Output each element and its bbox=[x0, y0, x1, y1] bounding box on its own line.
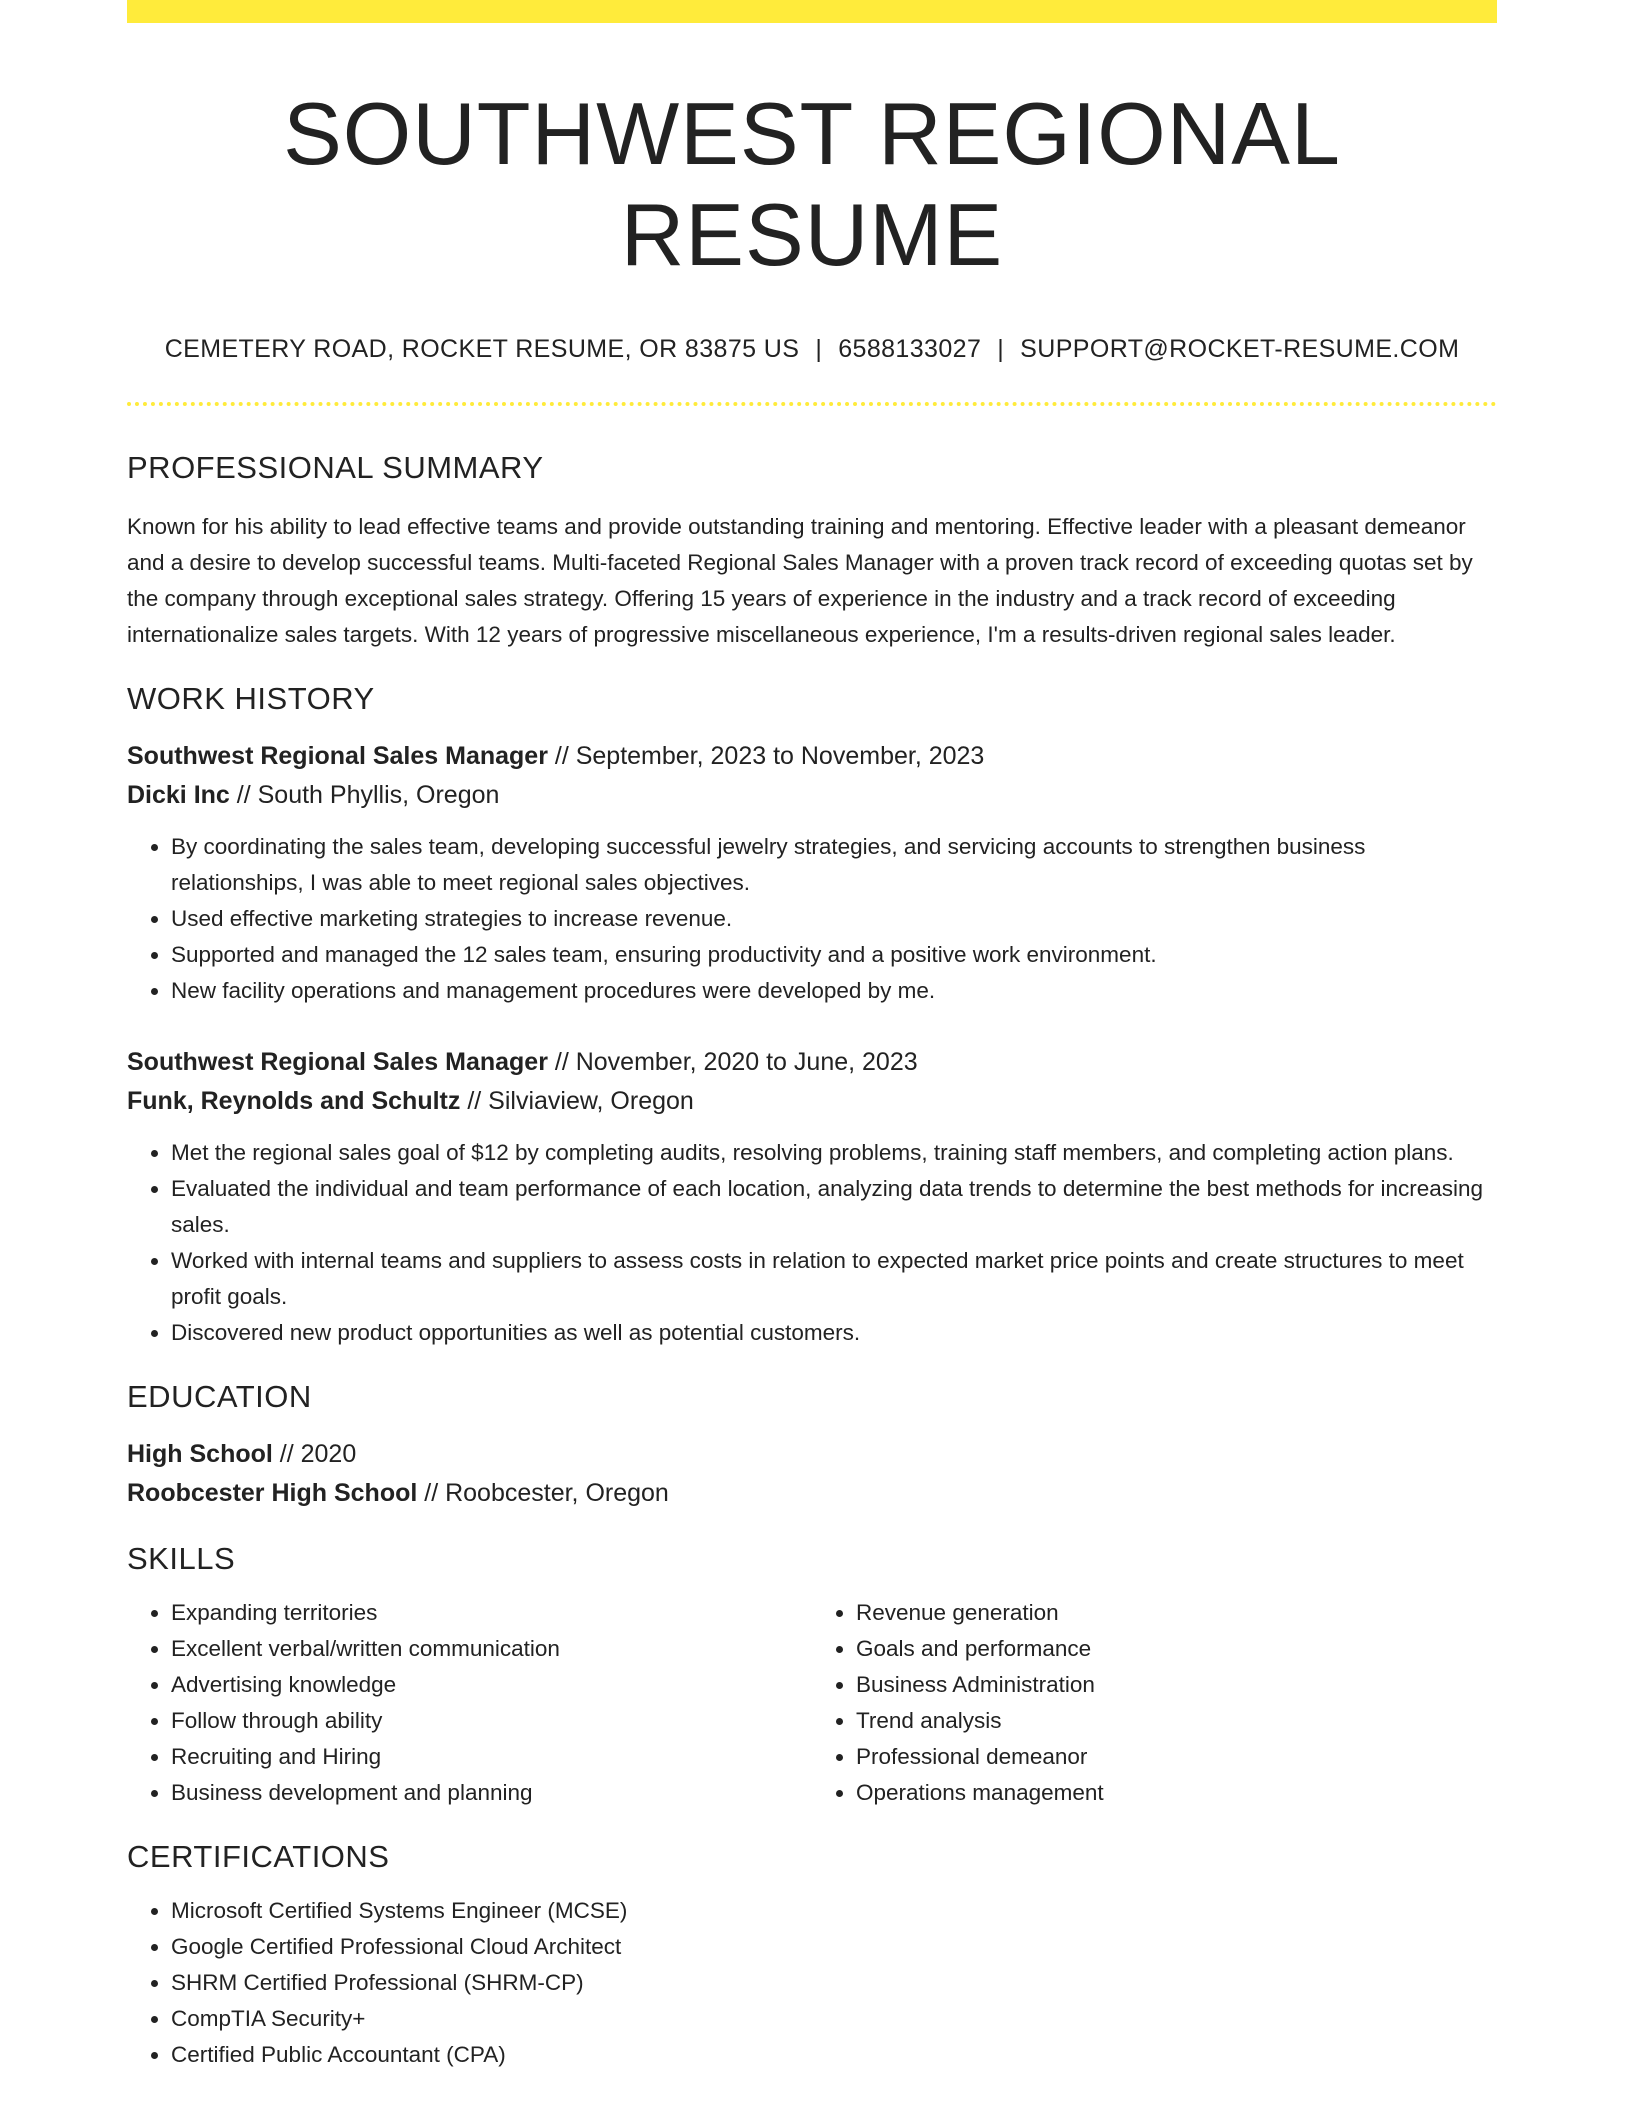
job-location: // South Phyllis, Oregon bbox=[229, 781, 500, 810]
skill-item: • Trend analysis bbox=[856, 1703, 1497, 1739]
skill-item: • Professional demeanor bbox=[856, 1739, 1497, 1775]
job-bullets bbox=[127, 1135, 1497, 1351]
skills-list-right bbox=[812, 1595, 1497, 1811]
phone: 6588133027 bbox=[838, 335, 982, 364]
school-line bbox=[127, 1474, 1497, 1513]
list-item: • Used effective marketing strategies to increase revenue. bbox=[171, 901, 1497, 937]
job-title-line bbox=[127, 737, 1497, 776]
skill-item: • Business Administration bbox=[856, 1667, 1497, 1703]
skill-item: • Goals and performance bbox=[856, 1631, 1497, 1667]
list-item: • Supported and managed the 12 sales team, ensuring productivity and a positive work environment. bbox=[171, 937, 1497, 973]
skill-item: • Operations management bbox=[856, 1775, 1497, 1811]
job-company: Funk, Reynolds and Schultz bbox=[127, 1087, 461, 1116]
skill-item: • Excellent verbal/written communication bbox=[171, 1631, 812, 1667]
school-name: Roobcester High School bbox=[127, 1479, 418, 1508]
email: SUPPORT@ROCKET-RESUME.COM bbox=[1020, 335, 1460, 364]
list-item: • New facility operations and management procedures were developed by me. bbox=[171, 973, 1497, 1009]
job-role: Southwest Regional Sales Manager bbox=[127, 1048, 548, 1077]
list-item: • Discovered new product opportunities as well as potential customers. bbox=[171, 1315, 1497, 1351]
skill-item: • Advertising knowledge bbox=[171, 1667, 812, 1703]
resume-page bbox=[127, 0, 1497, 2073]
list-item: • Met the regional sales goal of $12 by completing audits, resolving problems, training staff members, and completing action plans. bbox=[171, 1135, 1497, 1171]
summary-heading: PROFESSIONAL SUMMARY bbox=[127, 450, 544, 486]
summary-text: Known for his ability to lead effective teams and provide outstanding training and mentoring. Effective leader with a pleasant demeanor and a desire to develop successful teams. Multi-faceted Regional Sales Manager with a proven track record of exceeding quotas set by the company through exceptional sales strategy. Offering 15 years of experience in the industry and a track record of exceeding internationalize sales targets. With 12 years of progressive miscellaneous experience, I'm a results-driven regional sales leader. bbox=[127, 514, 1473, 648]
certifications-heading: CERTIFICATIONS bbox=[127, 1839, 390, 1875]
dotted-divider bbox=[127, 402, 1497, 406]
job-bullets bbox=[127, 829, 1497, 1009]
job-dates: // September, 2023 to November, 2023 bbox=[547, 742, 985, 771]
skills-list-left bbox=[127, 1595, 812, 1811]
address: CEMETERY ROAD, ROCKET RESUME, OR 83875 US bbox=[164, 335, 800, 364]
graduation-year: // 2020 bbox=[272, 1440, 357, 1469]
job-dates: // November, 2020 to June, 2023 bbox=[547, 1048, 918, 1077]
education-heading: EDUCATION bbox=[127, 1379, 312, 1415]
school-location: // Roobcester, Oregon bbox=[417, 1479, 669, 1508]
skill-item: • Recruiting and Hiring bbox=[171, 1739, 812, 1775]
top-accent-bar bbox=[127, 0, 1497, 23]
education-entry bbox=[127, 1435, 1497, 1513]
job-entry bbox=[127, 1043, 1497, 1351]
job-entry bbox=[127, 737, 1497, 1009]
certification-item: • Certified Public Accountant (CPA) bbox=[171, 2037, 1497, 2073]
contact-line bbox=[127, 335, 1497, 364]
job-company-line bbox=[127, 1082, 1497, 1121]
certification-item: • Google Certified Professional Cloud Architect bbox=[171, 1929, 1497, 1965]
skill-item: • Follow through ability bbox=[171, 1703, 812, 1739]
skill-item: • Business development and planning bbox=[171, 1775, 812, 1811]
list-item: • Worked with internal teams and suppliers to assess costs in relation to expected market price points and create structures to meet profit goals. bbox=[171, 1243, 1497, 1315]
job-company: Dicki Inc bbox=[127, 781, 230, 810]
job-role: Southwest Regional Sales Manager bbox=[127, 742, 548, 771]
list-item: • Evaluated the individual and team performance of each location, analyzing data trends to determine the best methods for increasing sales. bbox=[171, 1171, 1497, 1243]
certification-item: • SHRM Certified Professional (SHRM-CP) bbox=[171, 1965, 1497, 2001]
job-location: // Silviaview, Oregon bbox=[460, 1087, 694, 1116]
skills-heading: SKILLS bbox=[127, 1541, 236, 1577]
resume-title: SOUTHWEST REGIONAL RESUME bbox=[283, 84, 1341, 285]
degree-line bbox=[127, 1435, 1497, 1474]
skill-item: • Revenue generation bbox=[856, 1595, 1497, 1631]
job-company-line bbox=[127, 776, 1497, 815]
certifications-section bbox=[127, 1839, 1497, 2073]
list-item: • By coordinating the sales team, developing successful jewelry strategies, and servicing accounts to strengthen business relationships, I was able to meet regional sales objectives. bbox=[171, 829, 1497, 901]
certifications-list bbox=[127, 1893, 1497, 2073]
certification-item: • CompTIA Security+ bbox=[171, 2001, 1497, 2037]
contact-separator: | bbox=[815, 335, 823, 364]
work-history-section bbox=[127, 681, 1497, 1351]
degree: High School bbox=[127, 1440, 273, 1469]
skills-section bbox=[127, 1541, 1497, 1811]
job-title-line bbox=[127, 1043, 1497, 1082]
skill-item: • Expanding territories bbox=[171, 1595, 812, 1631]
certification-item: • Microsoft Certified Systems Engineer (MCSE) bbox=[171, 1893, 1497, 1929]
skills-columns bbox=[127, 1595, 1497, 1811]
work-history-heading: WORK HISTORY bbox=[127, 681, 375, 717]
contact-separator: | bbox=[997, 335, 1005, 364]
education-section bbox=[127, 1379, 1497, 1513]
